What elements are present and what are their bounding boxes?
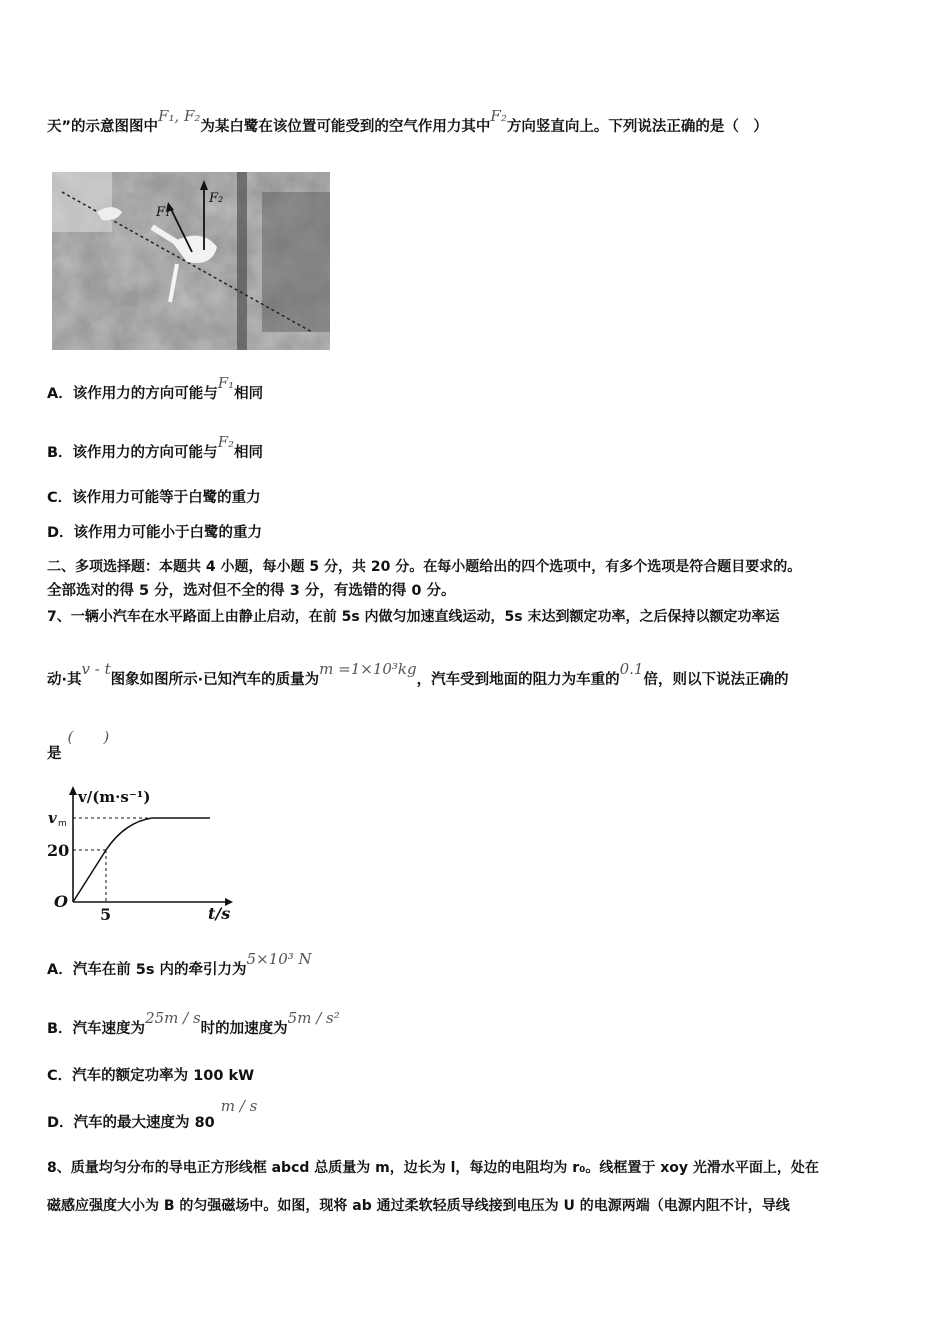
- q6-option-a: [47, 374, 264, 404]
- q6-stem-text-a: 天”的示意图图中: [47, 119, 159, 135]
- q7-line2-text-b: 图象如图所示·已知汽车的质量为: [110, 672, 320, 688]
- q7-line2-text-c: ，汽车受到地面的阻力为车重的: [416, 672, 620, 688]
- photo-label-f2: F₂: [209, 191, 224, 206]
- q7-option-c: [47, 1066, 254, 1086]
- q6-option-b-text: B．该作用力的方向可能与: [47, 445, 218, 461]
- q6-stem-math-f2: F₂: [490, 107, 507, 125]
- section2-line2: 全部选对的得 5 分，选对但不全的得 3 分，有选错的得 0 分。: [47, 583, 456, 599]
- graph-curve-segment: [106, 818, 152, 850]
- q8-line2: 磁感应强度大小为 B 的匀强磁场中。如图，现将 ab 通过柔软轻质导线接到电压为 U 的电源两端（电源内阻不计，导线: [47, 1198, 790, 1214]
- q7-line2-text-d: 倍，则以下说法正确的: [643, 672, 789, 688]
- graph-vm-label: v: [48, 809, 57, 827]
- q7-option-b-math2: 5m / s²: [287, 1009, 340, 1027]
- q6-option-a-math: F₁: [217, 374, 235, 392]
- q7-line1: 7、一辆小汽车在水平路面上由静止启动，在前 5s 内做匀加速直线运动，5s 末达到额定功率，之后保持以额定功率运: [47, 609, 780, 625]
- q6-option-d: [47, 523, 262, 543]
- q7-option-d: [47, 1097, 258, 1133]
- q8-line1: 8、质量均匀分布的导电正方形线框 abcd 总质量为 m，边长为 l，每边的电阻均为 r₀。线框置于 xoy 光滑水平面上，处在: [47, 1160, 819, 1176]
- q7-line3-text: 是: [47, 746, 62, 762]
- q7-option-c-text: C．汽车的额定功率为 100 kW: [47, 1068, 255, 1084]
- graph-origin-label: O: [54, 892, 68, 911]
- egret-photo: [52, 172, 330, 350]
- graph-y-arrow: [69, 786, 77, 795]
- q6-stem-math-f1f2: F₁, F₂: [158, 107, 201, 125]
- q7-line2: [47, 660, 789, 690]
- q6-option-b: [47, 433, 263, 463]
- q7-option-a: [47, 950, 312, 980]
- section2-line1: 二、多项选择题：本题共 4 小题，每小题 5 分，共 20 分。在每小题给出的四个选项中，有多个选项是符合题目要求的。: [47, 559, 802, 575]
- q7-line2-text-a: 动·其: [47, 672, 82, 688]
- q7-line2-math-mass: m =1×10³kg: [319, 660, 417, 678]
- q7-line2-math-vt: v - t: [81, 660, 111, 678]
- graph-y20-label: 20: [47, 841, 70, 860]
- q7-option-d-text: D．汽车的最大速度为 80: [47, 1115, 215, 1131]
- graph-ylabel: v/(m·s⁻¹): [78, 788, 151, 806]
- q7-option-a-text: A．汽车在前 5s 内的牵引力为: [47, 962, 247, 978]
- q7-option-b-text: B．汽车速度为: [47, 1021, 146, 1037]
- q7-option-a-math: 5×10³ N: [246, 950, 312, 968]
- q6-option-c: [47, 488, 261, 508]
- photo-label-f1: F₁: [156, 205, 171, 220]
- graph-xlabel: t/s: [208, 904, 231, 923]
- q7-line3-paren: ( ): [67, 728, 110, 746]
- graph-vm-sub: m: [58, 819, 67, 829]
- q7-option-b: [47, 1009, 340, 1039]
- q6-option-b-math: F₂: [217, 433, 234, 451]
- q7-option-b-text-b: 时的加速度为: [200, 1021, 288, 1037]
- vt-graph: [40, 780, 240, 925]
- q6-option-a-text-b: 相同: [234, 386, 264, 402]
- graph-x5-label: 5: [100, 905, 112, 924]
- q6-option-c-text: C．该作用力可能等于白鹭的重力: [47, 490, 261, 506]
- q6-stem: [47, 107, 768, 137]
- q7-option-b-math1: 25m / s: [145, 1009, 201, 1027]
- q6-option-d-text: D．该作用力可能小于白鹭的重力: [47, 525, 263, 541]
- q7-line3: [47, 728, 110, 764]
- q6-option-a-text: A．该作用力的方向可能与: [47, 386, 218, 402]
- graph-linear-segment: [73, 850, 106, 902]
- q6-option-b-text-b: 相同: [233, 445, 263, 461]
- q7-line2-math-ratio: 0.1: [619, 660, 644, 678]
- q6-stem-text-b: 为某白鹭在该位置可能受到的空气作用力其中: [200, 119, 491, 135]
- q7-option-d-math: m / s: [220, 1097, 258, 1115]
- q6-stem-text-c: 方向竖直向上。下列说法正确的是（ ）: [506, 119, 768, 135]
